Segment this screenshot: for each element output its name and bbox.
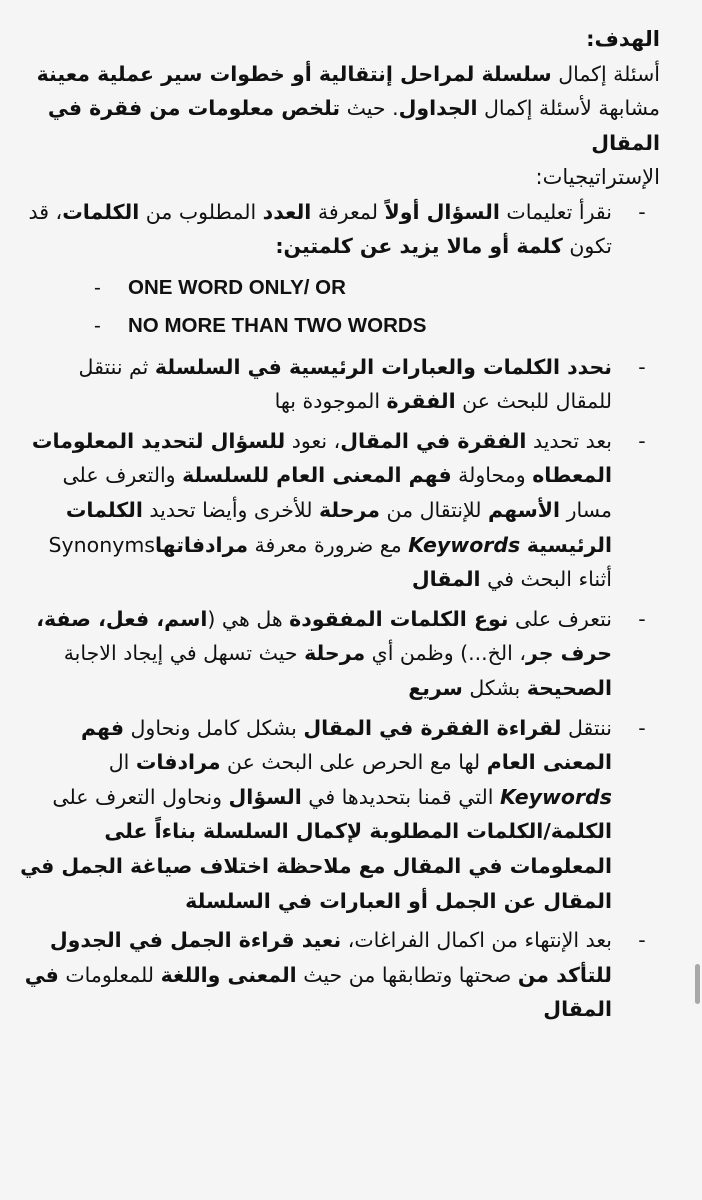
list-item: - بعد الإنتهاء من اكمال الفراغات، نعيد قراءة الجمل في الجدول للتأكد من صحتها وتطابقها من حيث المعنى واللغة للمعلومات في المقال [16,923,660,1027]
scrollbar-thumb[interactable] [695,964,700,1004]
list-dash: - [638,715,646,740]
list-dash: - [638,354,646,379]
list-dash: - [638,928,646,953]
list-dash: - [638,606,646,631]
list-item: - نقرأ تعليمات السؤال أولاً لمعرفة العدد المطلوب من الكلمات، قد تكون كلمة أو مالا يزيد عن كلمتين: [16,195,660,264]
list-dash: - [638,199,646,224]
list-item: - نحدد الكلمات والعبارات الرئيسية في السلسلة ثم ننتقل للمقال للبحث عن الفقرة الموجودة بها [16,350,660,419]
list-item: - بعد تحديد الفقرة في المقال، نعود للسؤال لتحديد المعلومات المعطاه ومحاولة فهم المعنى العام للسلسلة والتعرف على مسار الأسهم للإنتقال من مرحلة للأخرى وأيضا تحديد الكلمات الرئيسية Keywords مع ضرورة معرفة مرادفاتها Synonyms أثناء البحث في المقال [16,424,660,597]
goal-heading: الهدف: [586,27,660,51]
goal-paragraph: أسئلة إكمال سلسلة لمراحل إنتقالية أو خطوات سير عملية معينة مشابهة لأسئلة إكمال الجداول. حيث تلخص معلومات من فقرة في المقال [36,61,660,155]
document-page [16,22,660,1200]
list-dash: - [94,275,101,299]
list-dash: - [94,314,101,338]
list-dash: - [638,428,646,453]
list-item: - ننتقل لقراءة الفقرة في المقال بشكل كامل ونحاول فهم المعنى العام لها مع الحرص على البحث عن مرادفات ال Keywords التي قمنا بتحديدها في السؤال ونحاول التعرف على الكلمة/الكلمات المطلوبة لإكمال السلسلة بناءاً على المعلومات في المقال مع ملاحظة اختلاف صياغة الجمل في المقال عن الجمل أو العبارات في السلسلة [16,711,660,919]
list-item: - نتعرف على نوع الكلمات المفقودة هل هي (اسم، فعل، صفة، حرف جر، الخ...) وظمن أي مرحلة حيث تسهل في إيجاد الاجابة الصحيحة بشكل سريع [16,602,660,706]
strategies-heading: الإستراتيجيات: [535,165,660,189]
sub-list-item: - NO MORE THAN TWO WORDS [16,307,660,346]
sub-list-item: - ONE WORD ONLY/ OR [16,269,660,308]
strategies-list [16,195,660,1027]
